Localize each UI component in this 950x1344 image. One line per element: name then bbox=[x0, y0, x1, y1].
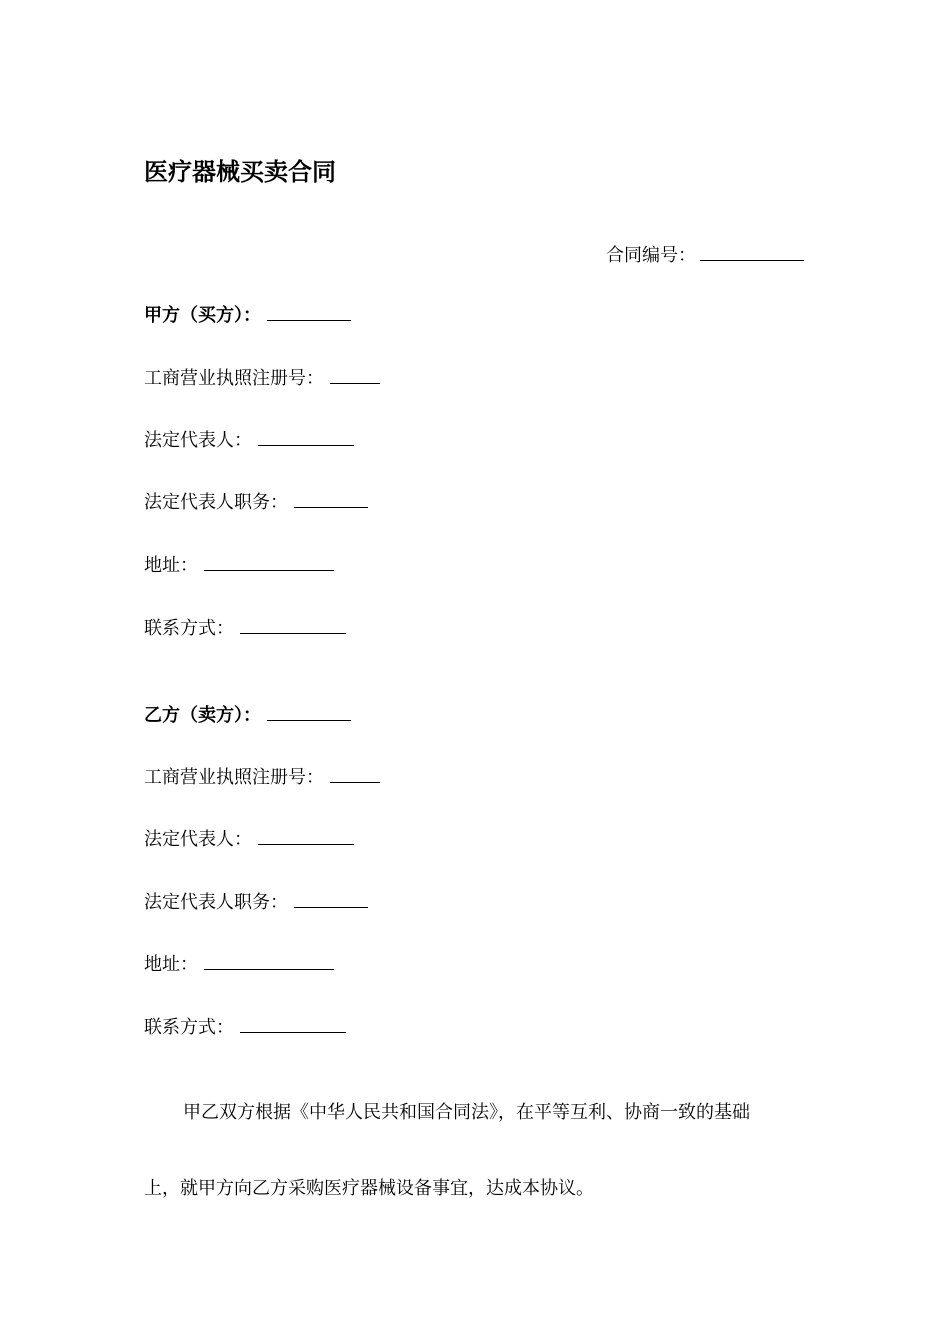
body-paragraph-line-2: 上，就甲方向乙方采购医疗器械设备事宜，达成本协议。 bbox=[144, 1178, 594, 1199]
party-b-position-blank[interactable] bbox=[294, 889, 368, 908]
contract-number-blank[interactable] bbox=[700, 242, 804, 261]
party-b-address-blank[interactable] bbox=[204, 951, 334, 970]
party-a-address-field: 地址： bbox=[144, 552, 334, 578]
party-b-representative-blank[interactable] bbox=[258, 826, 354, 845]
party-b-address-field: 地址： bbox=[144, 951, 334, 977]
party-a-position-field: 法定代表人职务： bbox=[144, 489, 368, 515]
body-paragraph-line-1: 甲乙双方根据《中华人民共和国合同法》，在平等互利、协商一致的基础 bbox=[183, 1102, 750, 1123]
party-b-representative-field: 法定代表人： bbox=[144, 826, 354, 852]
party-a-contact-field: 联系方式： bbox=[144, 615, 346, 641]
party-a-representative-blank[interactable] bbox=[258, 427, 354, 446]
party-a-position-blank[interactable] bbox=[294, 489, 368, 508]
party-b-contact-blank[interactable] bbox=[240, 1014, 346, 1033]
party-a-name-blank[interactable] bbox=[267, 302, 351, 321]
party-b-license-field: 工商营业执照注册号： bbox=[144, 764, 380, 790]
party-b-heading: 乙方（卖方）： bbox=[144, 702, 351, 728]
party-a-license-blank[interactable] bbox=[330, 365, 380, 384]
party-a-representative-field: 法定代表人： bbox=[144, 427, 354, 453]
contract-number bbox=[606, 242, 804, 268]
document-title: 医疗器械买卖合同 bbox=[144, 158, 336, 186]
party-b-position-field: 法定代表人职务： bbox=[144, 889, 368, 915]
party-a-contact-blank[interactable] bbox=[240, 615, 346, 634]
party-a-heading: 甲方（买方）： bbox=[144, 302, 351, 328]
party-b-name-blank[interactable] bbox=[267, 702, 351, 721]
party-a-address-blank[interactable] bbox=[204, 552, 334, 571]
party-b-license-blank[interactable] bbox=[330, 764, 380, 783]
party-b-contact-field: 联系方式： bbox=[144, 1014, 346, 1040]
party-a-license-field: 工商营业执照注册号： bbox=[144, 365, 380, 391]
contract-number-label: 合同编号： bbox=[606, 245, 696, 266]
